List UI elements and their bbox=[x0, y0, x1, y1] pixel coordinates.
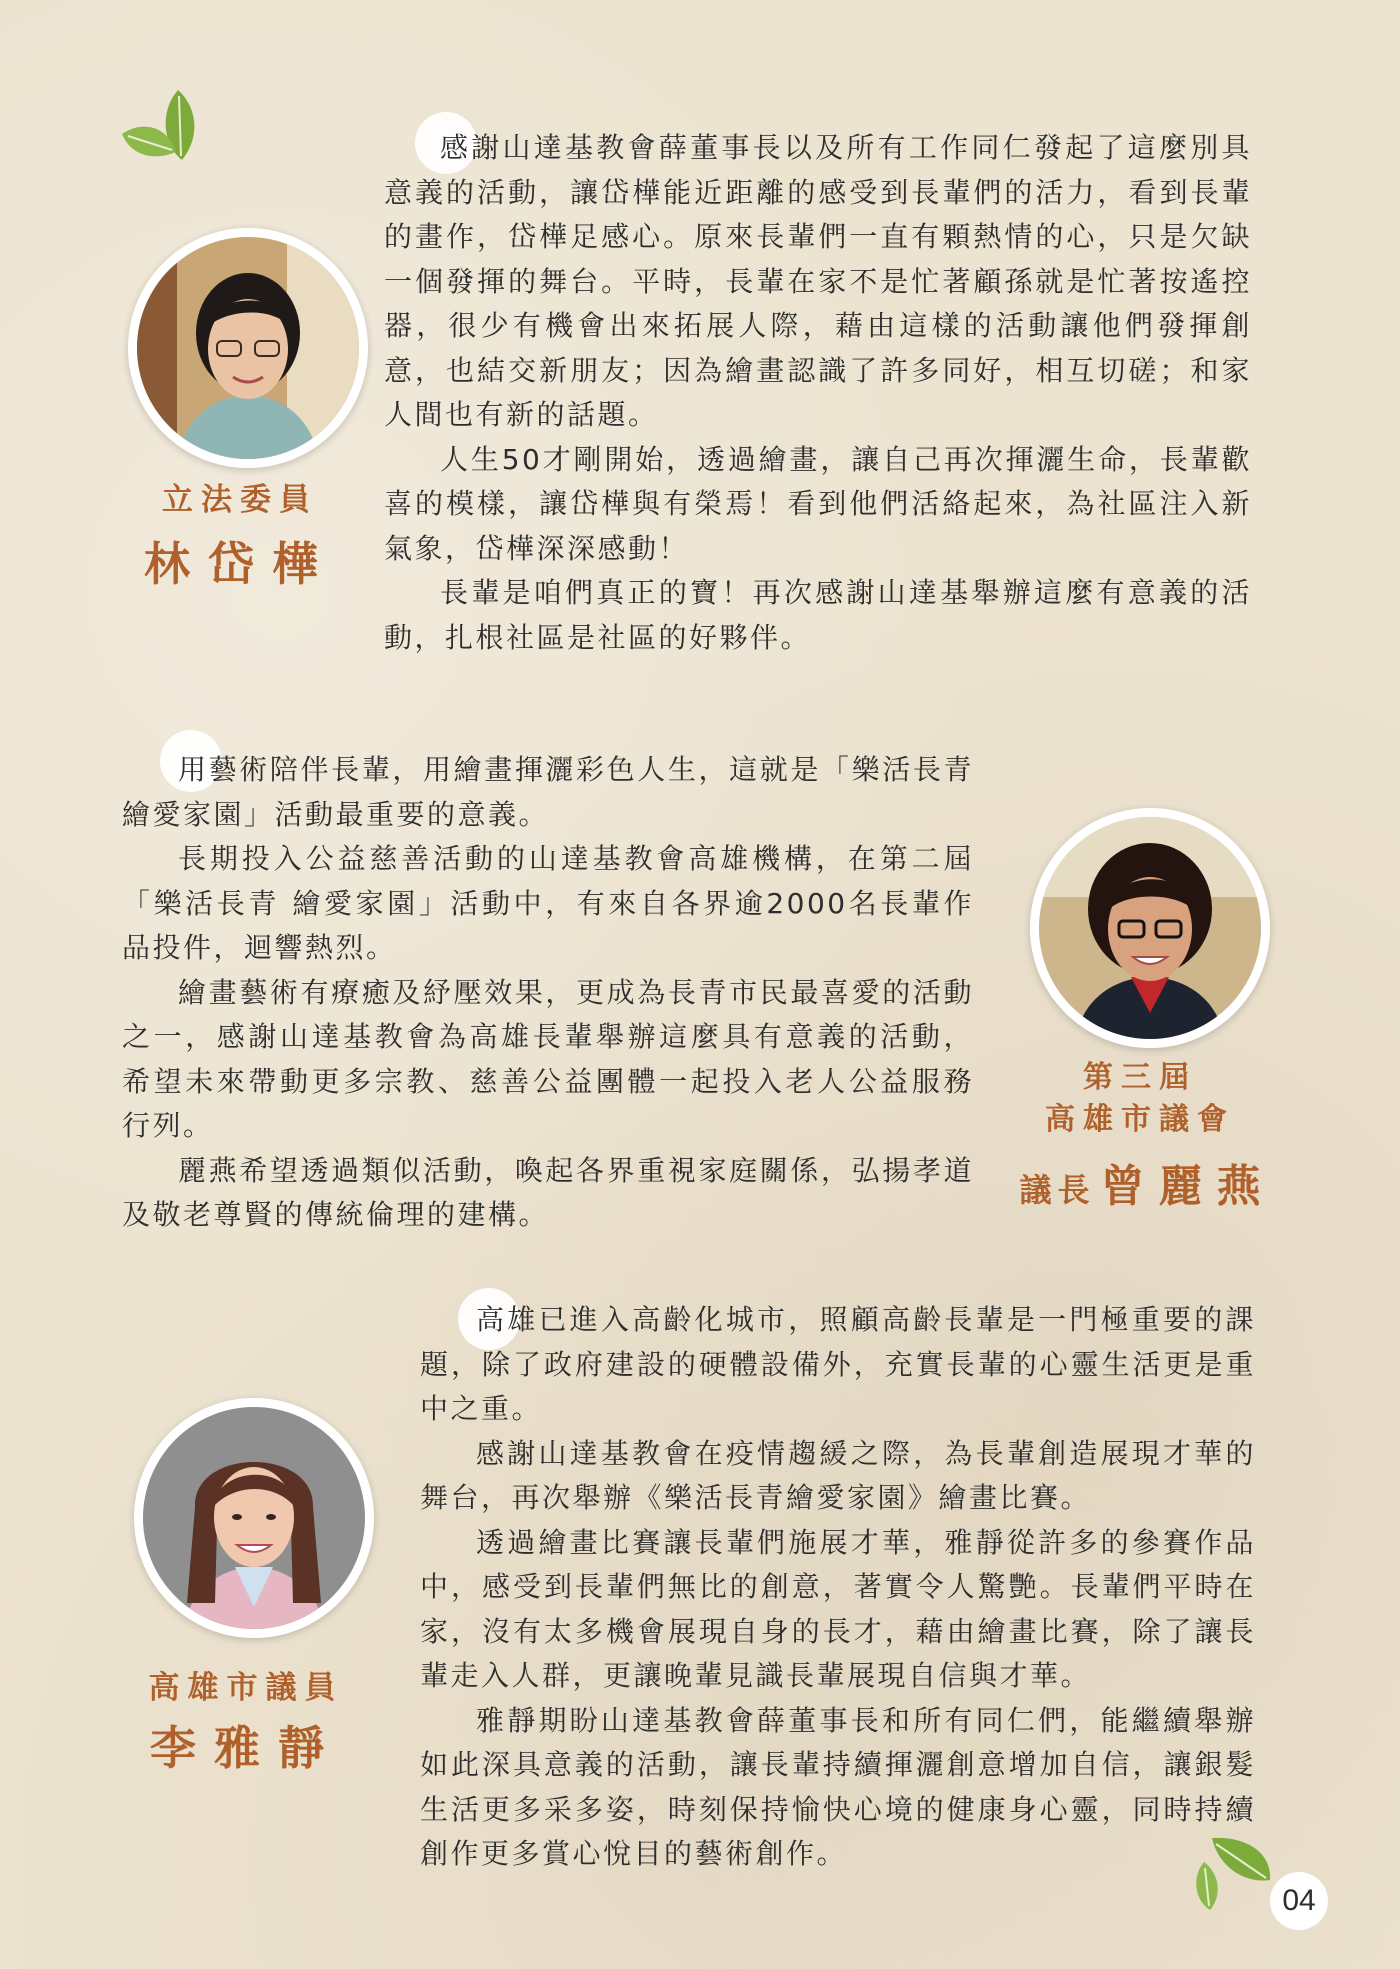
portrait-lin-daihua bbox=[128, 228, 368, 468]
person-title: 高雄市議員 bbox=[148, 1670, 344, 1706]
portrait-li-yajing bbox=[134, 1398, 374, 1638]
section3-paragraph: 高雄已進入高齡化城市，照顧高齡長輩是一門極重要的課題，除了政府建設的硬體設備外，充實長輩的心靈生活更是重中之重。 bbox=[420, 1303, 1256, 1425]
section1-text bbox=[384, 126, 1252, 660]
section3-text bbox=[420, 1298, 1256, 1877]
section3-paragraph: 雅靜期盼山達基教會薛董事長和所有同仁們，能繼續舉辦如此深具意義的活動，讓長輩持續揮灑創意增加自信，讓銀髮生活更多采多姿，時刻保持愉快心境的健康身心靈，同時持續創作更多賞心悅目的藝術創作。 bbox=[420, 1703, 1256, 1870]
portrait-zeng-liyan bbox=[1030, 808, 1270, 1048]
section2-paragraph: 麗燕希望透過類似活動，喚起各界重視家庭關係，弘揚孝道及敬老尊賢的傳統倫理的建構。 bbox=[122, 1153, 974, 1231]
section1-paragraph: 感謝山達基教會薛董事長以及所有工作同仁發起了這麼別具意義的活動，讓岱樺能近距離的感受到長輩們的活力，看到長輩的畫作，岱樺足感心。原來長輩們一直有顆熱情的心，只是欠缺一個發揮的舞台。平時，長輩在家不是忙著顧孫就是忙著按遙控器，很少有機會出來拓展人際，藉由這樣的活動讓他們發揮創意，也結交新朋友；因為繪畫認識了許多同好，相互切磋；和家人間也有新的話題。 bbox=[384, 131, 1252, 431]
person-title-line2: 高雄市議會 bbox=[1045, 1102, 1235, 1137]
person-title-line1: 第三屆 bbox=[1083, 1060, 1197, 1095]
section1-paragraph: 長輩是咱們真正的寶！再次感謝山達基舉辦這麼有意義的活動，扎根社區是社區的好夥伴。 bbox=[384, 576, 1252, 654]
person-name: 李雅靜 bbox=[150, 1721, 342, 1775]
page-number-badge bbox=[1270, 1872, 1328, 1930]
section3-paragraph: 透過繪畫比賽讓長輩們施展才華，雅靜從許多的參賽作品中，感受到長輩們無比的創意，著實令人驚艷。長輩們平時在家，沒有太多機會展現自身的長才，藉由繪畫比賽，除了讓長輩走入人群，更讓晚輩見識長輩展現自信與才華。 bbox=[420, 1525, 1256, 1692]
section3-paragraph: 感謝山達基教會在疫情趨緩之際，為長輩創造展現才華的舞台，再次舉辦《樂活長青繪愛家園》繪畫比賽。 bbox=[420, 1436, 1256, 1514]
section2-text bbox=[122, 748, 974, 1238]
page-number: 04 bbox=[1282, 1884, 1316, 1917]
person-title: 立法委員 bbox=[162, 482, 318, 518]
section2-paragraph: 繪畫藝術有療癒及紓壓效果，更成為長青市民最喜愛的活動之一，感謝山達基教會為高雄長輩舉辦這麼具有意義的活動，希望未來帶動更多宗教、慈善公益團體一起投入老人公益服務行列。 bbox=[122, 975, 974, 1142]
person-role-name bbox=[1012, 1150, 1282, 1214]
section2-paragraph: 用藝術陪伴長輩，用繪畫揮灑彩色人生，這就是「樂活長青 繪愛家園」活動最重要的意義。 bbox=[122, 753, 974, 831]
leaf-icon-top bbox=[118, 86, 210, 166]
person-name: 林岱樺 bbox=[144, 537, 336, 591]
person-role: 議長 bbox=[1019, 1171, 1096, 1209]
section2-paragraph: 長期投入公益慈善活動的山達基教會高雄機構，在第二屆「樂活長青 繪愛家園」活動中，有來自各界逾2000名長輩作品投件，迴響熱烈。 bbox=[122, 842, 974, 964]
person-name: 曾麗燕 bbox=[1100, 1161, 1275, 1212]
leaf-icon-bottom bbox=[1186, 1836, 1276, 1912]
section1-paragraph: 人生50才剛開始，透過繪畫，讓自己再次揮灑生命，長輩歡喜的模樣，讓岱樺與有榮焉！看到他們活絡起來，為社區注入新氣象，岱樺深深感動！ bbox=[384, 442, 1252, 565]
